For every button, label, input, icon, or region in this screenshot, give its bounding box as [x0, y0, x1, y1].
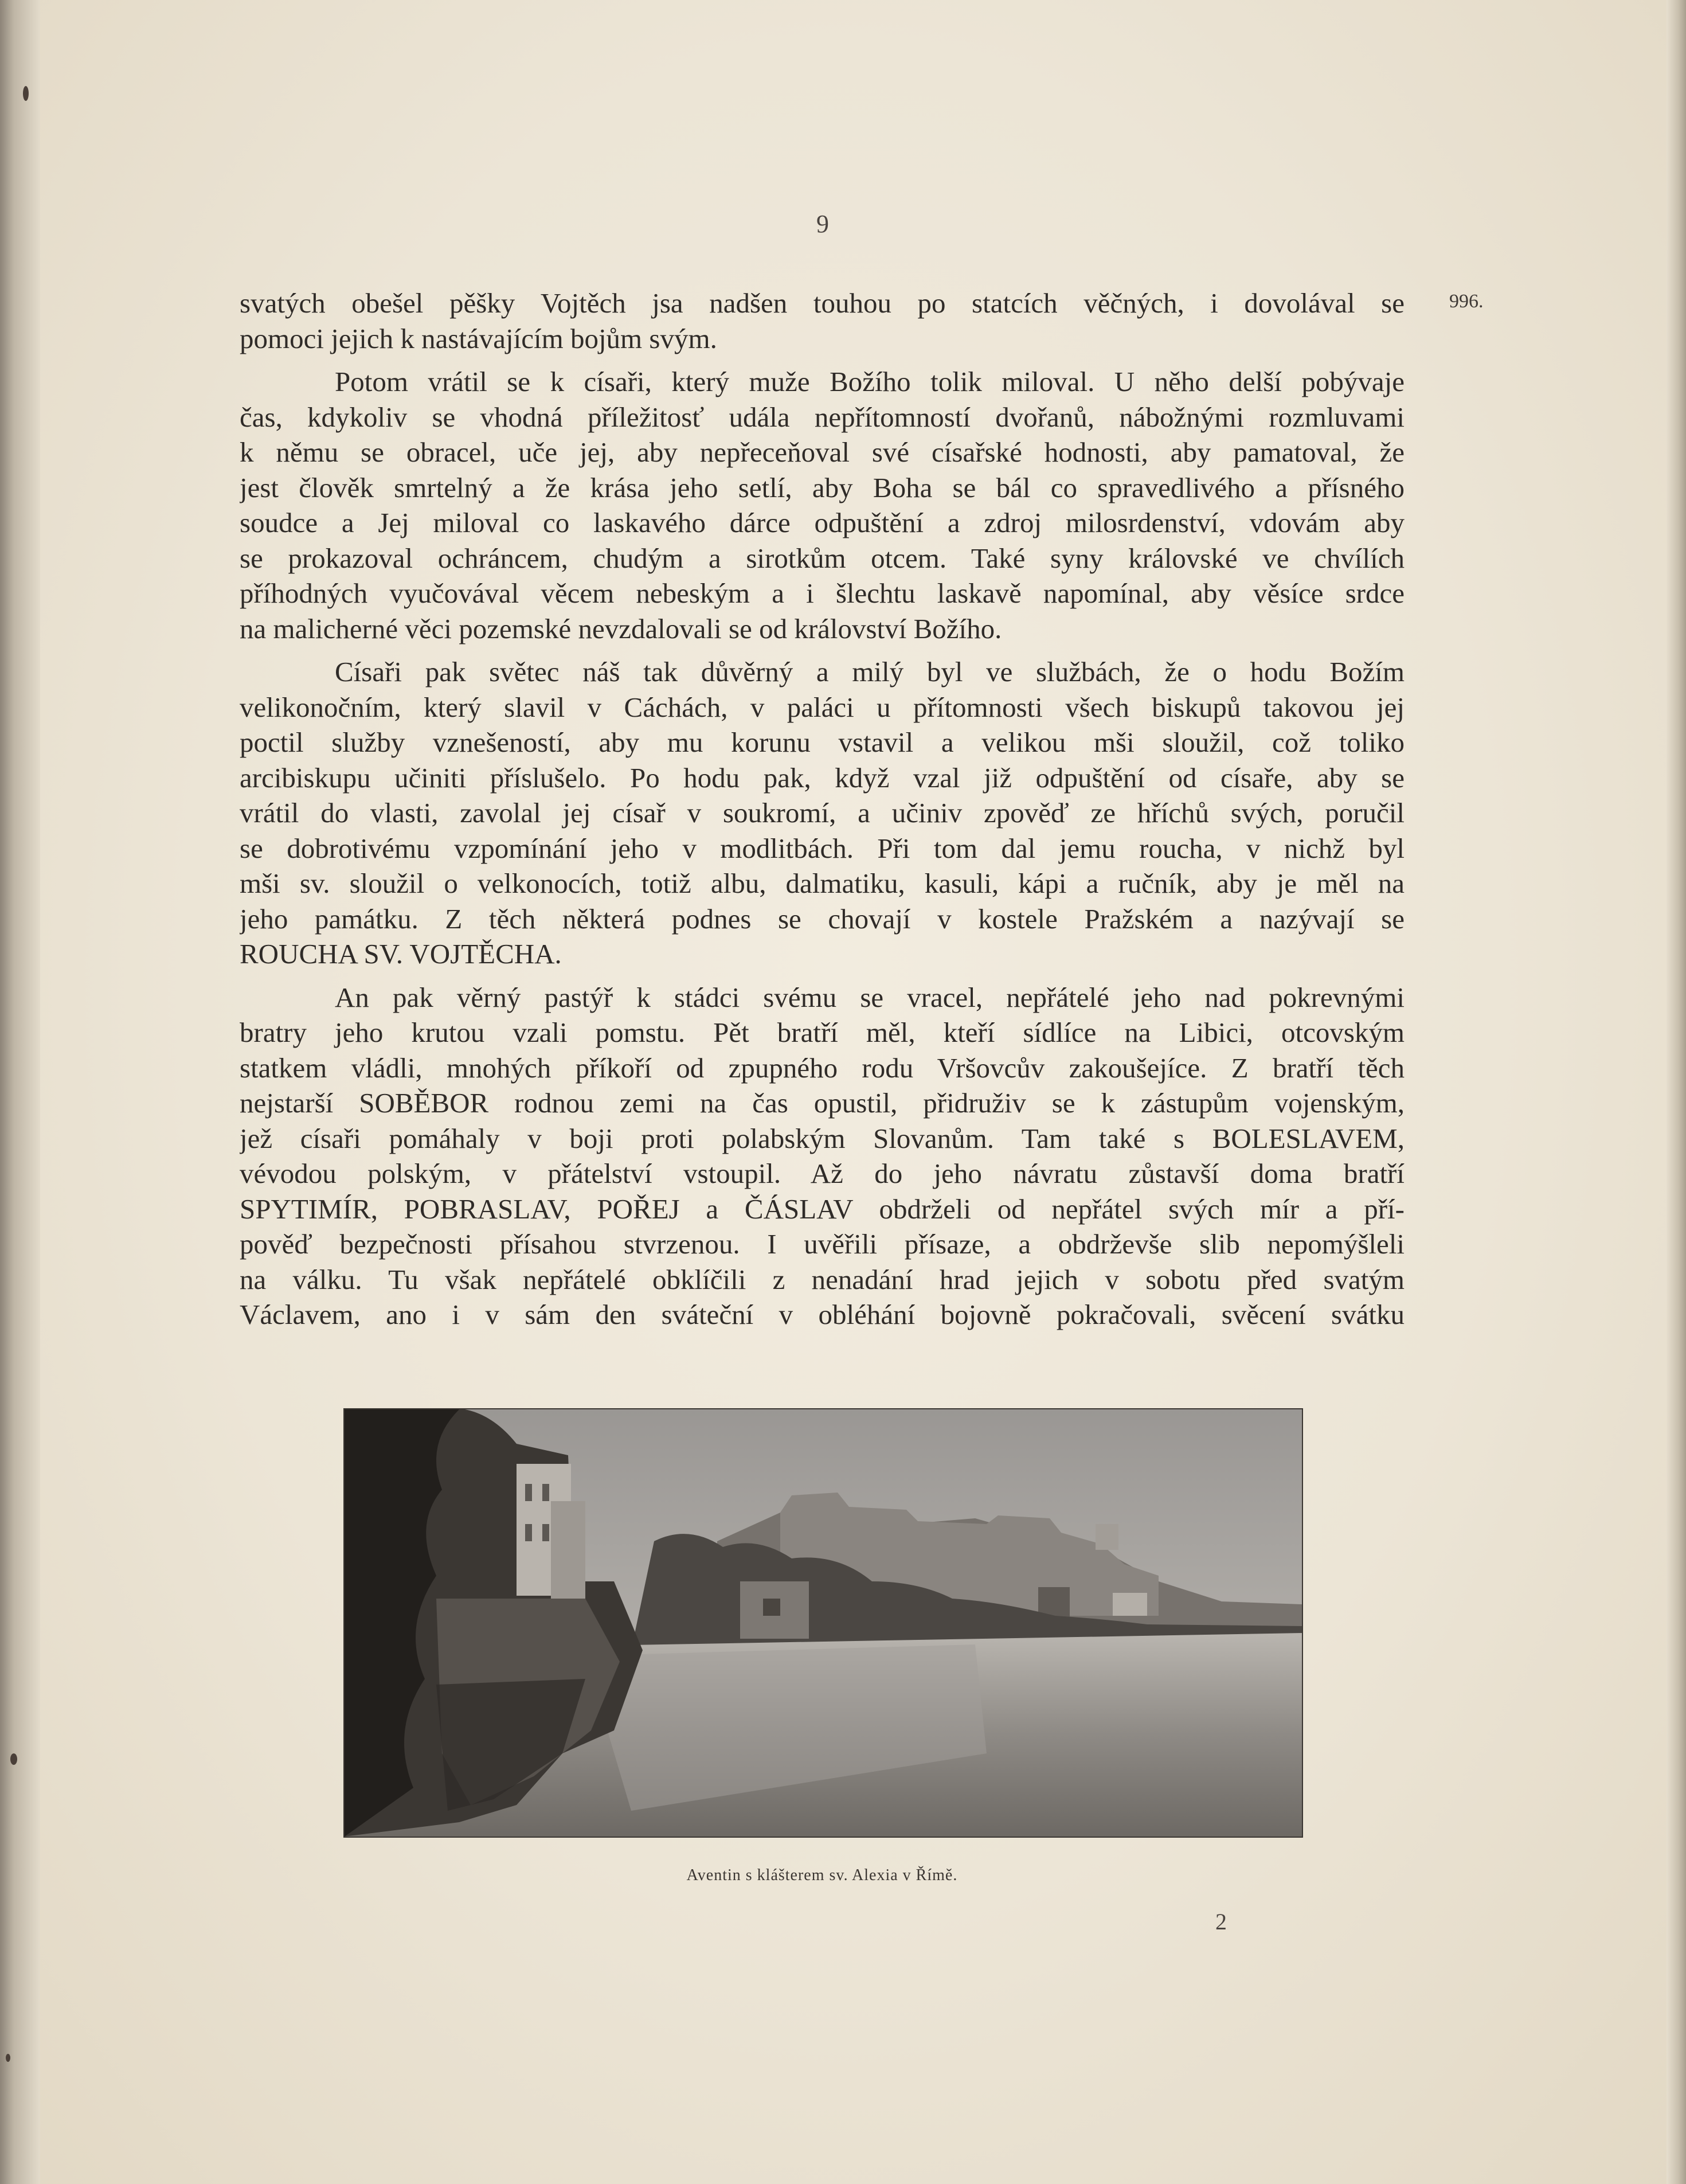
building	[1096, 1524, 1118, 1550]
window	[525, 1524, 532, 1541]
ink-stain	[10, 1753, 17, 1765]
text-line: mši sv. sloužil o velkonocích, totiž albu, dalmatiku, kasuli, kápi a ručník, aby je měl na	[240, 868, 1405, 899]
paragraph	[240, 364, 1405, 646]
paragraph	[240, 286, 1405, 356]
text-line: se prokazoval ochráncem, chudým a sirotkům otcem. Také syny královské ve chvílích	[240, 542, 1405, 574]
text-line: bratry jeho krutou vzali pomstu. Pět bratří měl, kteří sídlíce na Libici, otcovským	[240, 1017, 1405, 1048]
text-line: příhodných vyučovával věcem nebeským a i šlechtu laskavě napomínal, aby věsíce srdce	[240, 577, 1405, 609]
text-line: SPYTIMÍR, POBRASLAV, POŘEJ a ČÁSLAV obdrželi od nepřátel svých mír a pří-	[240, 1193, 1405, 1225]
text-line: soudce a Jej miloval co laskavého dárce odpuštění a zdroj milosrdenství, vdovám aby	[240, 507, 1405, 538]
ink-stain	[6, 2054, 10, 2062]
page-edge	[1667, 0, 1686, 2184]
paragraph	[240, 980, 1405, 1333]
text-line: nejstarší SOBĚBOR rodnou zemi na čas opustil, přidruživ se k zástupům vojenským,	[240, 1087, 1405, 1119]
margin-year-note: 996.	[1449, 291, 1484, 312]
text-line: jež císaři pomáhaly v boji proti polabským Slovanům. Tam také s BOLESLAVEM,	[240, 1122, 1405, 1154]
text-line: pověď bezpečnosti přísahou stvrzenou. I uvěřili přísaze, a obdrževše slib nepomýšleli	[240, 1228, 1405, 1260]
text-line: na válku. Tu však nepřátelé obklíčili z nenadání hrad jejich v sobotu před svatým	[240, 1263, 1405, 1295]
text-line: poctil služby vznešeností, aby mu korunu vstavil a velikou mši sloužil, což toliko	[240, 726, 1405, 758]
building	[1113, 1593, 1147, 1616]
paragraph	[240, 654, 1405, 972]
text-line: statkem vládli, mnohých příkoří od zpupného rodu Vršovcův zakoušejíce. Z bratří těch	[240, 1052, 1405, 1084]
window	[525, 1484, 532, 1501]
text-line: k němu se obracel, uče jej, aby nepřeceňoval své císařské hodnosti, aby pamatoval, že	[240, 436, 1405, 468]
gutter-shadow	[0, 0, 40, 2184]
building	[551, 1501, 585, 1599]
text-line: arcibiskupu učiniti příslušelo. Po hodu pak, když vzal již odpuštění od císaře, aby se	[240, 761, 1405, 794]
text-line: Císaři pak světec náš tak důvěrný a milý byl ve službách, že o hodu Božím	[335, 656, 1405, 687]
text-line: vévodou polským, v přátelství vstoupil. Až do jeho návratu zůstavší doma bratří	[240, 1158, 1405, 1189]
text-line: vrátil do vlasti, zavolal jej císař v soukromí, a učiniv zpověď ze hříchů svých, poručil	[240, 797, 1405, 829]
body-text	[240, 286, 1405, 1341]
window	[542, 1524, 549, 1541]
text-line: Václavem, ano i v sám den sváteční v obléhání bojovně pokračovali, svěcení svátku	[240, 1299, 1405, 1330]
text-line: na malicherné věci pozemské nevzdalovali se od království Božího.	[240, 612, 1002, 644]
text-line: Potom vrátil se k císaři, který muže Božího tolik miloval. U něho delší pobývaje	[335, 366, 1405, 397]
ink-stain	[23, 86, 29, 101]
signature-mark: 2	[1215, 1909, 1227, 1935]
window	[542, 1484, 549, 1501]
text-line: svatých obešel pěšky Vojtěch jsa nadšen touhou po statcích věčných, i dovolával se	[240, 287, 1405, 319]
building	[763, 1599, 780, 1616]
text-line: pomoci jejich k nastávajícím bojům svým.	[240, 322, 717, 354]
figure-caption: Aventin s klášterem sv. Alexia v Římě.	[686, 1866, 958, 1884]
text-line: An pak věrný pastýř k stádci svému se vracel, nepřátelé jeho nad pokrevnými	[335, 981, 1405, 1013]
aventine-photograph	[343, 1408, 1303, 1838]
page-number: 9	[816, 210, 829, 238]
text-line: velikonočním, který slavil v Cáchách, v paláci u přítomnosti všech biskupů takovou jej	[240, 691, 1405, 723]
text-line: se dobrotivému vzpomínání jeho v modlitbách. Při tom dal jemu roucha, v nichž byl	[240, 832, 1405, 864]
text-line: jest člověk smrtelný a že krása jeho setlí, aby Boha se bál co spravedlivého a přísného	[240, 471, 1405, 503]
text-line: ROUCHA SV. VOJTĚCHA.	[240, 938, 562, 970]
text-line: čas, kdykoliv se vhodná příležitosť udála nepřítomností dvořanů, nábožnými rozmluvami	[240, 401, 1405, 433]
text-line: jeho památku. Z těch některá podnes se chovají v kostele Pražském a nazývají se	[240, 902, 1405, 935]
